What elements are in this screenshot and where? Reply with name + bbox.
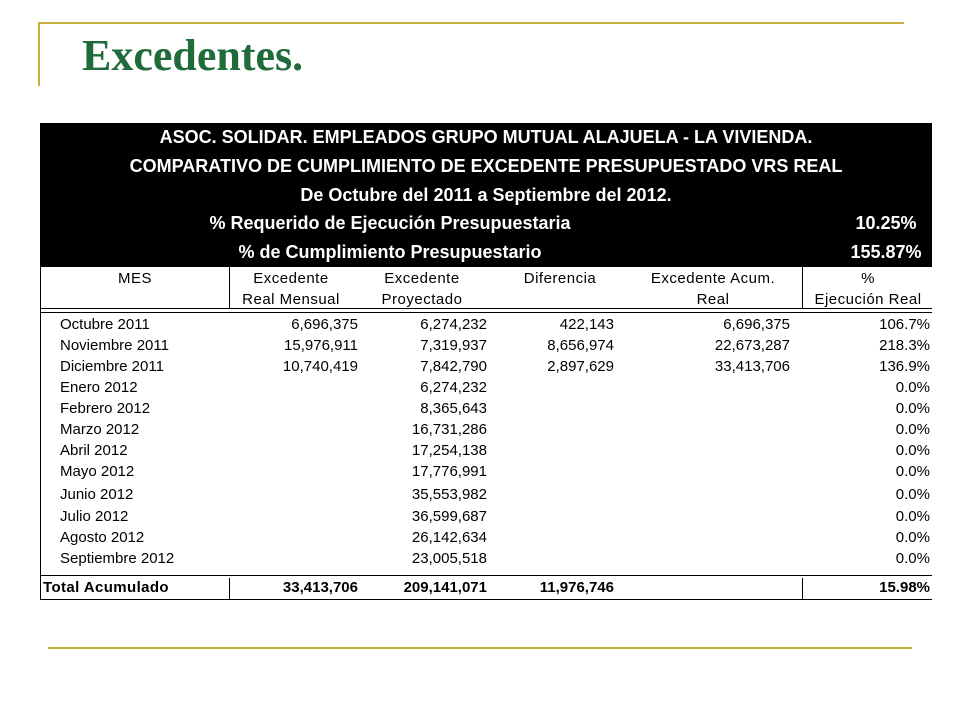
total-bottom-rule xyxy=(40,599,932,600)
report-banner xyxy=(40,123,932,267)
header-acum-line2: Real xyxy=(696,291,730,308)
cell-acumulado: 6,696,375 xyxy=(723,316,790,333)
cell-ejecucion: 0.0% xyxy=(895,508,930,525)
cell-mes: Noviembre 2011 xyxy=(60,337,169,354)
cell-ejecucion: 0.0% xyxy=(895,463,930,480)
col-divider-acum-top xyxy=(802,267,803,309)
total-real: 33,413,706 xyxy=(282,579,358,596)
table-row xyxy=(40,440,932,461)
header-proyectado xyxy=(362,268,482,310)
cell-acumulado: 22,673,287 xyxy=(714,337,790,354)
banner-organization: ASOC. SOLIDAR. EMPLEADOS GRUPO MUTUAL ALAJUELA - LA VIVIENDA. xyxy=(159,127,813,147)
cell-proyectado: 8,365,643 xyxy=(420,400,487,417)
body-top-rule xyxy=(40,312,932,313)
cell-mes: Diciembre 2011 xyxy=(60,358,164,375)
header-dif-label: Diferencia xyxy=(523,270,597,287)
table-row xyxy=(40,461,932,482)
table-row xyxy=(40,419,932,440)
table-row xyxy=(40,527,932,548)
header-acum-line1: Excedente Acum. xyxy=(650,270,776,287)
cell-ejecucion: 0.0% xyxy=(895,550,930,567)
table-row xyxy=(40,356,932,377)
cell-mes: Febrero 2012 xyxy=(60,400,151,417)
cell-mes: Junio 2012 xyxy=(60,486,134,503)
cell-proyectado: 6,274,232 xyxy=(420,316,487,333)
cell-real: 10,740,419 xyxy=(282,358,358,375)
header-separator xyxy=(40,308,932,309)
total-row xyxy=(40,577,932,598)
total-top-rule xyxy=(40,575,932,576)
table-row xyxy=(40,506,932,527)
cell-mes: Julio 2012 xyxy=(60,508,129,525)
cell-real: 15,976,911 xyxy=(284,337,358,354)
cell-acumulado: 33,413,706 xyxy=(714,358,790,375)
cell-ejecucion: 136.9% xyxy=(879,358,930,375)
cell-mes: Mayo 2012 xyxy=(60,463,135,480)
cell-ejecucion: 0.0% xyxy=(895,529,930,546)
cell-mes: Agosto 2012 xyxy=(60,529,145,546)
cell-proyectado: 16,731,286 xyxy=(411,421,487,438)
cell-ejecucion: 0.0% xyxy=(895,421,930,438)
header-mes xyxy=(41,268,229,289)
cell-proyectado: 7,842,790 xyxy=(420,358,487,375)
table-row xyxy=(40,548,932,569)
cell-mes: Septiembre 2012 xyxy=(60,550,175,567)
left-divider xyxy=(38,22,40,86)
required-execution-label: % Requerido de Ejecución Presupuestaria xyxy=(209,213,571,233)
header-proy-line1: Excedente xyxy=(384,270,460,287)
cell-proyectado: 7,319,937 xyxy=(420,337,487,354)
table-row xyxy=(40,314,932,335)
cell-proyectado: 36,599,687 xyxy=(411,508,487,525)
bottom-divider xyxy=(48,647,912,649)
cell-ejecucion: 0.0% xyxy=(895,400,930,417)
banner-period: De Octubre del 2011 a Septiembre del 2012. xyxy=(300,185,672,205)
cell-proyectado: 35,553,982 xyxy=(411,486,487,503)
cell-proyectado: 23,005,518 xyxy=(411,550,487,567)
table-row xyxy=(40,398,932,419)
header-acumulado xyxy=(630,268,796,310)
top-divider xyxy=(40,22,904,24)
cell-ejecucion: 0.0% xyxy=(895,486,930,503)
cell-mes: Abril 2012 xyxy=(60,442,128,459)
cell-diferencia: 8,656,974 xyxy=(547,337,614,354)
cell-diferencia: 2,897,629 xyxy=(547,358,614,375)
cell-proyectado: 26,142,634 xyxy=(411,529,487,546)
compliance-label: % de Cumplimiento Presupuestario xyxy=(238,242,542,262)
cell-diferencia: 422,143 xyxy=(559,316,614,333)
total-ejecucion: 15.98% xyxy=(879,579,930,596)
header-mes-label: MES xyxy=(117,270,152,287)
table-row xyxy=(40,335,932,356)
page-title: Excedentes. xyxy=(82,31,304,80)
cell-mes: Enero 2012 xyxy=(60,379,138,396)
compliance-value: 155.87% xyxy=(850,242,922,262)
header-ejecucion xyxy=(804,268,932,310)
cell-mes: Octubre 2011 xyxy=(60,316,150,333)
table-row xyxy=(40,484,932,505)
header-proy-line2: Proyectado xyxy=(381,291,463,308)
header-real-line2: Real Mensual xyxy=(242,291,340,308)
banner-report-title: COMPARATIVO DE CUMPLIMIENTO DE EXCEDENTE PRESUPUESTADO VRS REAL xyxy=(129,156,843,176)
header-pct-line1: % xyxy=(861,270,875,287)
required-execution-value: 10.25% xyxy=(855,213,917,233)
total-diferencia: 11,976,746 xyxy=(539,579,614,596)
cell-proyectado: 17,776,991 xyxy=(411,463,487,480)
cell-ejecucion: 218.3% xyxy=(879,337,930,354)
table-row xyxy=(40,377,932,398)
cell-real: 6,696,375 xyxy=(291,316,358,333)
header-real xyxy=(230,268,352,310)
cell-proyectado: 6,274,232 xyxy=(420,379,487,396)
total-proyectado: 209,141,071 xyxy=(403,579,487,596)
cell-mes: Marzo 2012 xyxy=(60,421,140,438)
cell-ejecucion: 0.0% xyxy=(895,379,930,396)
cell-ejecucion: 0.0% xyxy=(895,442,930,459)
cell-proyectado: 17,254,138 xyxy=(411,442,487,459)
header-pct-line2: Ejecución Real xyxy=(814,291,922,308)
cell-ejecucion: 106.7% xyxy=(879,316,930,333)
header-real-line1: Excedente xyxy=(253,270,329,287)
total-label: Total Acumulado xyxy=(43,579,169,596)
header-diferencia xyxy=(500,268,620,289)
